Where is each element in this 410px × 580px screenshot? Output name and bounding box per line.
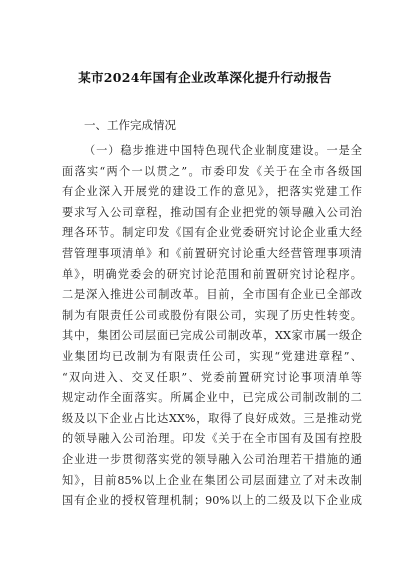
paragraph-line: 的领导融入公司治理。印发《关于在全市国有及国有控股	[62, 432, 362, 446]
paragraph-line: 级及以下企业占比达XX%，取得了良好成效。三是推动党	[62, 411, 362, 425]
paragraph-line: 知》，目前85%以上企业在集团公司层面建立了对未改制	[62, 473, 362, 487]
document-title: 某市2024年国有企业改革深化提升行动报告	[78, 70, 332, 85]
paragraph-line: 有企业深入开展党的建设工作的意见》，把落实党建工作	[62, 185, 362, 199]
paragraph-line: 其中，集团公司层面已完成公司制改革，XX家市属一级企	[62, 329, 362, 343]
paragraph-line: 单》，明确党委会的研究讨论范围和前置研究讨论程序。	[62, 267, 362, 281]
paragraph-line: 要求写入公司章程，推动国有企业把党的领导融入公司治	[62, 205, 362, 219]
paragraph-line: （一）稳步推进中国特色现代企业制度建设。一是全	[84, 144, 362, 157]
section-heading: 一、工作完成情况	[84, 118, 176, 132]
body-paragraph	[62, 141, 362, 512]
paragraph-line: 理各环节。制定印发《国有企业党委研究讨论企业重大经	[62, 226, 362, 240]
paragraph-line: 二是深入推进公司制改革。目前，全市国有企业已全部改	[62, 288, 362, 302]
paragraph-line: 规定动作全面落实。所属企业中，已完成公司制改制的二	[62, 391, 362, 405]
paragraph-line: 业集团均已改制为有限责任公司，实现“党建进章程”、	[62, 349, 362, 363]
paragraph-line: 面落实“两个一以贯之”。市委印发《关于在全市各级国	[62, 164, 362, 178]
paragraph-line: 制为有限责任公司或股份有限公司，实现了历史性转变。	[62, 308, 362, 322]
paragraph-line: 营管理事项清单》和《前置研究讨论重大经营管理事项清	[62, 246, 362, 260]
paragraph-line: 企业进一步贯彻落实党的领导融入公司治理若干措施的通	[62, 452, 362, 466]
paragraph-line: “双向进入、交叉任职”、党委前置研究讨论事项清单等	[62, 370, 362, 384]
paragraph-line: 国有企业的授权管理机制；90%以上的二级及以下企业成	[62, 494, 362, 508]
